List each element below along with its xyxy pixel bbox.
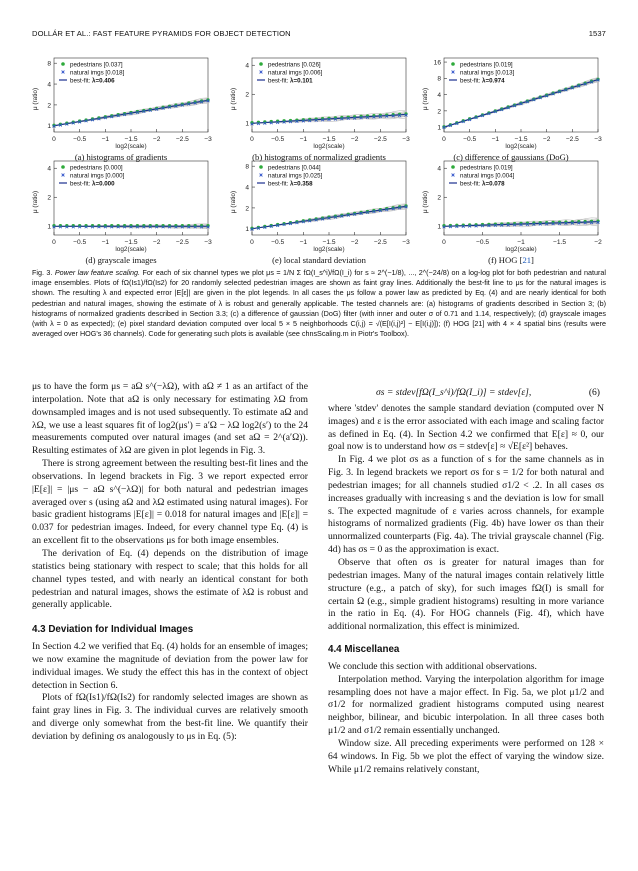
legend-pedestrians: pedestrians [0.019] [460,61,513,69]
x-tick-label: −0.5 [271,239,285,246]
y-tick-label: 4 [245,184,249,192]
legend-natural: natural imgs [0.025] [268,172,323,180]
legend-pedestrians: pedestrians [0.000] [70,164,123,172]
equation-number: (6) [588,387,600,398]
y-tick-label: 16 [433,59,441,67]
x-tick-label: −3 [594,136,602,143]
figure-label: Fig. 3. [32,268,53,277]
legend-pedestrian-marker [259,165,263,169]
x-tick-label: −0.5 [475,239,490,246]
panel-c [412,50,610,166]
legend-natural: natural imgs [0.000] [70,172,125,180]
legend-natural: natural imgs [0.018] [70,69,125,77]
legend-natural: natural imgs [0.013] [460,69,515,77]
legend-best-fit: best-fit: λ=0.000 [70,180,115,188]
x-tick-label: −2.5 [175,239,189,246]
y-tick-label: 2 [245,91,249,99]
legend-lambda: λ=0.406 [92,77,115,85]
x-tick-label: −2 [594,239,602,246]
legend-natural-marker [62,71,65,74]
y-tick-label: 2 [437,108,441,116]
page-number: 1537 [588,29,606,38]
figure-caption-body: For each of six channel types we plot μs = 1/N Σ fΩ(I_s^i)/fΩ(I_i) for s ≈ 2^(−1/8), ..., 2^(−24/8) on a log-log plot for both pedestrian and natural image ensembles. Plots of fΩ(Is1)/fΩ(Is2) for 20 randomly selected pedestrian images are shown as faint gray lines. Additionally the best-fit line to μs for the natural images is shown. The resulting λ and expected error |E[ε]| are given in the plot legends. In all cases the μs follow a power law as predicted by Eq. (4) and are nearly identical for both pedestrian and natural images, showing the estimate of λ is robust and generally applicable. The tested channels are: (a) histograms of gradients described in Section 3; (b) histograms of normalized gradients described in Section 3.3; (c) a difference of gaussian (DoG) filter (with inner and outer σ of 0.71 and 1.14, respectively); (d) grayscale images (with λ = 0 as expected); (e) pixel standard deviation computed over local 5 × 5 neighborhoods C(i,j) = √(E[I(i,j)²] − E[I(i,j)]); (f) HOG [21] with 4 × 4 spatial bins (results were averaged over HOG's 36 channels). Code for generating such plots is available (see chnsScaling.m in Piotr's Toolbox). [32,268,607,339]
x-tick-label: −3 [204,136,212,143]
citation-link[interactable]: 21 [522,255,532,265]
panel-caption: (a) histograms of gradients [74,152,168,162]
plot-svg [220,153,418,257]
paragraph: There is strong agreement between the resulting best-fit lines and the observations. In legend brackets in Fig. 3 we report expected error |E[ε]| = |μs − aΩ s^(−λΩ)| for both natural and pedestrian images averaged over s (using aΩ and λΩ estimated using natural images). For basic gradient histograms |E[ε]| = 0.018 for natural images and |E[ε]| = 0.037 for pedestrian images. Indeed, for every channel type Eq. (4) is an excellent fit to the observations μs for both image ensembles. [32,458,308,547]
legend-pedestrians: pedestrians [0.044] [268,164,321,172]
panel-caption: (f) HOG [21] [488,255,534,265]
legend-pedestrians: pedestrians [0.026] [268,61,321,69]
panel-caption: (b) histograms of normalized gradients [252,152,386,162]
x-tick-label: 0 [442,239,446,246]
plot-svg [22,50,220,154]
x-tick-label: −2 [152,239,161,246]
section-heading: 4.4 Miscellanea [328,644,400,656]
x-axis-label: log2(scale) [505,143,537,150]
legend-pedestrian-marker [259,62,263,66]
legend-best-fit: best-fit: λ=0.078 [460,180,505,188]
plot-svg [220,50,418,154]
legend-lambda: λ=0.000 [92,180,115,188]
x-tick-label: −1 [491,136,500,143]
y-tick-label: 1 [47,123,51,131]
x-tick-label: −2 [350,239,359,246]
x-axis-label: log2(scale) [115,143,147,150]
y-tick-label: 4 [245,62,249,70]
section-heading: 4.3 Deviation for Individual Images [32,624,194,636]
x-tick-label: −2 [542,136,551,143]
panel-a [22,50,220,166]
y-tick-label: 1 [437,124,441,132]
paragraph: The derivation of Eq. (4) depends on the distribution of image statistics being stationary with respect to scale; that this holds for all channel types tested, and with nearly an identical constant for both pedestrian and natural images, shows the estimate of λΩ is robust and generally applicable. [32,547,308,611]
y-tick-label: 4 [437,91,441,99]
legend-pedestrians: pedestrians [0.037] [70,61,123,69]
legend-natural: natural imgs [0.006] [268,69,323,77]
paragraph: μs to have the form μs = aΩ s^(−λΩ), with aΩ ≠ 1 as an artifact of the interpolation. Note that aΩ is only necessary for estimating λΩ from downsampled images and is not used subsequently. To estimate aΩ and λΩ, we use a least squares fit of log2(μs′) = a′Ω − λΩ log2(s′) to the 24 measurements computed over natural images (and set aΩ = 2^(a′Ω)). Resulting estimates of λΩ are given in plot legends in Fig. 3. [32,381,308,457]
legend-natural-marker [62,174,65,177]
paragraph: In Fig. 4 we plot σs as a function of s for the same channels as in Fig. 3. In legend brackets we report σs for s = 1/2 for both natural and pedestrian images; for all channels studied σ1/2 < .2. In all cases σs increases gradually with increasing s and the deviation is low for small s. The expected magnitude of ε varies across channels, for example histograms of normalized gradients (Fig. 4b) have lower σs than their unnormalized counterparts (Fig. 4a). The trivial grayscale channel (Fig. 4d) has σs = 0 as the approximation is exact. [328,454,604,556]
paragraph: Window size. All preceding experiments were performed on 128 × 64 windows. In Fig. 5b we plot the effect of varying the window size. While μ1/2 remains relatively constant, [328,737,604,775]
paragraph: We conclude this section with additional observations. [328,660,537,672]
x-tick-label: −1 [101,239,110,246]
legend-lambda: λ=0.101 [290,77,313,85]
x-axis-label: log2(scale) [313,143,345,150]
x-tick-label: −1 [299,239,308,246]
x-tick-label: −0.5 [73,136,87,143]
legend-pedestrian-marker [451,165,455,169]
x-tick-label: −0.5 [271,136,285,143]
x-axis-label: log2(scale) [313,246,345,253]
panel-caption: (c) difference of gaussians (DoG) [453,152,569,162]
y-tick-label: 1 [47,223,51,231]
legend-natural-marker [452,174,455,177]
legend-best-fit: best-fit: λ=0.358 [268,180,313,188]
y-axis-label: μ (ratio) [230,87,237,111]
panel-d [22,153,220,269]
legend-lambda: λ=0.974 [482,77,505,85]
x-tick-label: −1.5 [322,239,336,246]
x-tick-label: −2.5 [373,136,387,143]
y-tick-label: 2 [47,194,51,202]
x-tick-label: −1.5 [514,136,528,143]
paragraph: Interpolation method. Varying the interpolation algorithm for image resampling does not have a major effect. In Fig. 5a, we plot μ1/2 and σ1/2 for normalized gradient histograms computed using nearest neighbor, bilinear, and bicubic interpolation. In all three cases both μ1/2 and σ1/2 remain essentially unchanged. [328,673,604,737]
panel-e [220,153,418,269]
figure-title: Power law feature scaling. [54,268,141,277]
x-tick-label: −0.5 [73,239,87,246]
x-tick-label: 0 [250,239,254,246]
x-tick-label: −2 [350,136,359,143]
x-tick-label: 0 [442,136,446,143]
y-tick-label: 2 [245,205,249,213]
paragraph: In Section 4.2 we verified that Eq. (4) holds for an ensemble of images; we now examine the magnitude of deviation from the power law for individual images. We study the effect this has in the context of object detection in Section 6. [32,641,308,691]
plot-svg [412,153,610,257]
legend-pedestrians: pedestrians [0.019] [460,164,513,172]
x-tick-label: −2.5 [565,136,579,143]
y-tick-label: 4 [47,165,51,173]
panel-caption: (d) grayscale images [85,255,157,265]
x-tick-label: −1 [101,136,110,143]
legend-pedestrian-marker [451,62,455,66]
right-column [328,387,604,776]
paragraph: Observe that often σs is greater for natural images than for pedestrian images. Many of the natural images contain relatively little structure (e.g., a patch of sky), for such images fΩ(I) is small for certain Ω (e.g., simple gradient histograms) resulting in more variance in the ratio in Eq. (4). For HOG channels (Fig. 4f), which have additional normalization, this effect is minimized. [328,556,604,633]
plot-svg [412,50,610,154]
y-axis-label: μ (ratio) [32,87,39,111]
y-tick-label: 2 [47,102,51,110]
legend-natural-marker [452,71,455,74]
legend-best-fit: best-fit: λ=0.406 [70,77,115,85]
running-header [32,29,606,41]
legend-best-fit: best-fit: λ=0.101 [268,77,313,85]
x-axis-label: log2(scale) [505,246,537,253]
x-tick-label: −1.5 [322,136,336,143]
plot-svg [22,153,220,257]
y-tick-label: 2 [437,194,441,202]
paragraph: where 'stdev' denotes the sample standard deviation (computed over N images) and ε is the error associated with each image and scaling factor as defined in Eq. (4). In Section 4.2 we confirmed that E[ε] ≈ 0, our goal now is to understand how σs = stdev[ε] ≈ √E[ε²] behaves. [328,402,604,453]
y-axis-label: μ (ratio) [422,190,429,214]
y-tick-label: 1 [245,120,249,128]
panel-f [412,153,610,269]
x-tick-label: −2.5 [373,239,387,246]
x-tick-label: −1.5 [124,136,138,143]
x-tick-label: −3 [204,239,212,246]
running-title: DOLLÁR ET AL.: FAST FEATURE PYRAMIDS FOR OBJECT DETECTION [32,29,291,38]
y-tick-label: 1 [437,223,441,231]
x-tick-label: −0.5 [463,136,477,143]
x-tick-label: −1.5 [552,239,567,246]
y-tick-label: 8 [47,60,51,68]
y-axis-label: μ (ratio) [422,87,429,111]
legend-natural-marker [260,174,263,177]
legend-lambda: λ=0.358 [290,180,313,188]
figure-caption [32,268,606,339]
legend-best-fit: best-fit: λ=0.974 [460,77,505,85]
equation [328,387,604,400]
panel-b [220,50,418,166]
x-tick-label: −3 [402,136,410,143]
y-axis-label: μ (ratio) [32,190,39,214]
y-tick-label: 1 [245,226,249,234]
legend-natural: natural imgs [0.004] [460,172,515,180]
y-axis-label: μ (ratio) [230,190,237,214]
legend-natural-marker [260,71,263,74]
paragraph: Plots of fΩ(Is1)/fΩ(Is2) for randomly selected images are shown as faint gray lines in Fig. 3. The individual curves are relatively smooth and diverge only somewhat from the best-fit line. We quantify their deviation by defining σs analogously to μs in Eq. (5): [32,692,308,742]
y-tick-label: 4 [437,165,441,173]
x-axis-label: log2(scale) [115,246,147,253]
equation-body: σs = stdev[fΩ(I_s^i)/fΩ(I_i)] = stdev[ε], [376,387,532,398]
x-tick-label: 0 [52,136,56,143]
x-tick-label: −1.5 [124,239,138,246]
y-tick-label: 8 [245,163,249,171]
x-tick-label: −2.5 [175,136,189,143]
legend-lambda: λ=0.078 [482,180,505,188]
legend-pedestrian-marker [61,62,65,66]
x-tick-label: −1 [299,136,308,143]
legend-pedestrian-marker [61,165,65,169]
left-column [32,381,308,744]
x-tick-label: −3 [402,239,410,246]
x-tick-label: −2 [152,136,161,143]
x-tick-label: −1 [517,239,525,246]
y-tick-label: 4 [47,81,51,89]
x-tick-label: 0 [52,239,56,246]
y-tick-label: 8 [437,75,441,83]
panel-caption: (e) local standard deviation [272,255,366,265]
x-tick-label: 0 [250,136,254,143]
